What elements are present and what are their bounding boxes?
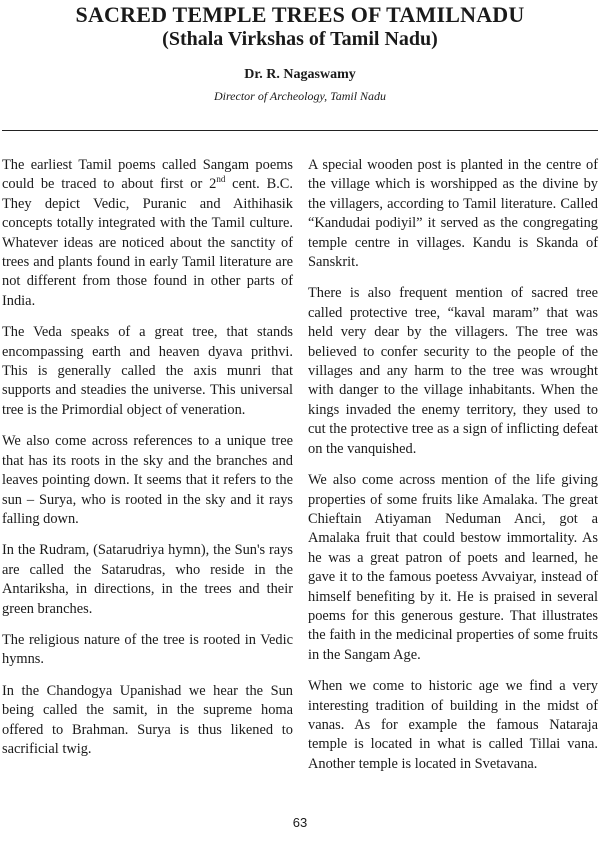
paragraph: In the Rudram, (Satarudriya hymn), the Sun's rays are called the Satarudras, who reside in the Antariksha, in directions, in the trees and their green branches. [2, 542, 293, 617]
paragraph: We also come across references to a unique tree that has its roots in the sky and the branches and leaves pointing down. It seems that it refers to the sun – Surya, who is rooted in the sky and it rays falling down. [2, 433, 293, 527]
author-name: Dr. R. Nagaswamy [244, 67, 356, 82]
author-affiliation: Director of Archeology, Tamil Nadu [213, 89, 387, 103]
paragraph-text: The earliest Tamil poems called Sangam poems could be traced to about first or 2 [2, 157, 293, 193]
paragraph: A special wooden post is planted in the centre of the village which is worshipped as the divine by the villagers, according to Tamil literature. Called “Kandudai podiyil” it served as the congregating temple centre in villages. Kandu is Skanda of Sanskrit. [308, 157, 598, 271]
paragraph: The Veda speaks of a great tree, that stands encompassing earth and heaven dyava prithvi. This is generally called the axis munri that supports and steadies the universe. This universal tree is the Primordial object of veneration. [2, 324, 293, 418]
paragraph [2, 156, 293, 311]
paragraph: There is also frequent mention of sacred tree called protective tree, “kaval maram” that was held very dear by the villagers. The tree was believed to confer security to the people of the villages and any harm to the tree was wrought with danger to the village inhabitants. When the kings invaded the enemy territory, they used to cut the protective tree as a sign of inflicting defeat on the vanquished. [308, 285, 598, 457]
article-subtitle: (Sthala Virkshas of Tamil Nadu) [162, 28, 438, 50]
left-column [2, 156, 293, 759]
paragraph: When we come to historic age we find a very interesting tradition of building in the midst of vanas. As for example the famous Nataraja temple is located in what is called Tillai vana. Another temple is located in Svetavana. [308, 678, 598, 772]
paragraph: We also come across mention of the life giving properties of some fruits like Amalaka. The great Chieftain Atiyaman Neduman Anci, got a Amalaka fruit that could bestow immortality. As he was a great patron of poets and learned, he gave it to the famous poetess Avvaiyar, instead of himself benefiting by it. He is praised in several poems for this generous gesture. That illustrates the faith in the medicinal properties of some fruits in the Sangam Age. [308, 472, 598, 663]
paragraph: The religious nature of the tree is rooted in Vedic hymns. [2, 631, 293, 668]
paragraph-text: cent. B.C. They depict Vedic, Puranic and Aithihasik concepts totally integrated with the Tamil culture. Whatever ideas are noticed about the sanctity of trees and plants found in early Tamil literature are not different from those found in other parts of India. [2, 176, 294, 309]
ordinal-superscript: nd [216, 174, 226, 185]
paragraph: In the Chandogya Upanishad we hear the Sun being called the samit, in the supreme homa offered to Brahman. Surya is thus likened to sacrificial twig. [2, 682, 293, 757]
article-title: SACRED TEMPLE TREES OF TAMILNADU [75, 2, 525, 27]
page-number: 63 [292, 815, 308, 830]
header-divider [2, 130, 598, 131]
right-column [308, 156, 598, 774]
